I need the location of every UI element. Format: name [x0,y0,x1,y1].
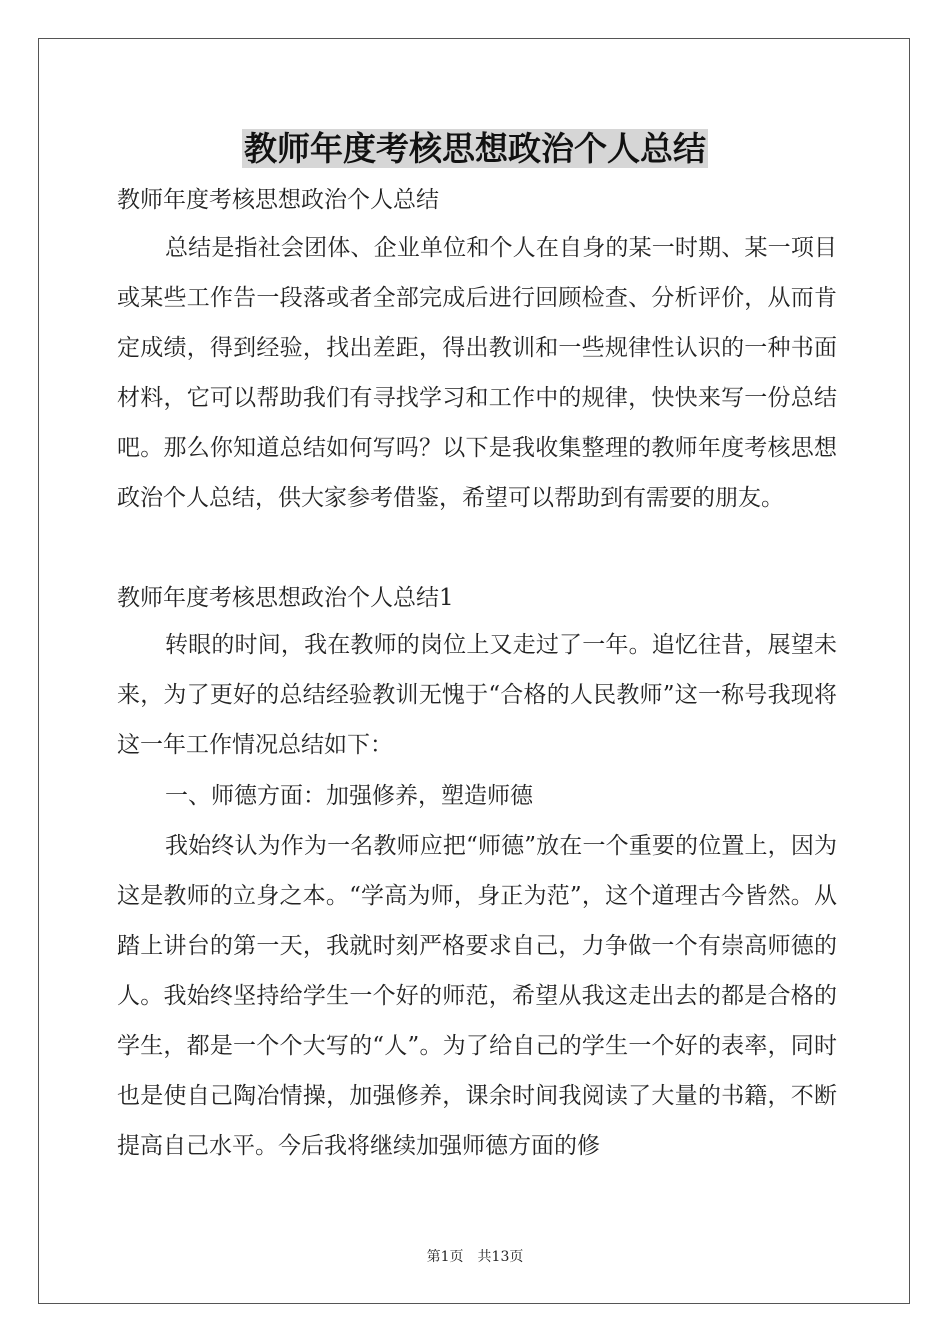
section-title: 教师年度考核思想政治个人总结1 [117,585,454,611]
paragraph-1: 转眼的时间，我在教师的岗位上又走过了一年。追忆往昔，展望未来，为了更好的总结经验教训无愧于“合格的人民教师”这一称号我现将这一年工作情况总结如下： [117,632,837,758]
document-subtitle: 教师年度考核思想政治个人总结 [117,187,439,213]
document-title-text: 教师年度考核思想政治个人总结 [244,129,706,168]
page-footer: 第1页 共13页 [426,1249,524,1265]
paragraph-2: 我始终认为作为一名教师应把“师德”放在一个重要的位置上，因为这是教师的立身之本。“学高为师，身正为范”，这个道理古今皆然。从踏上讲台的第一天，我就时刻严格要求自己，力争做一个有崇高师德的人。我始终坚持给学生一个好的师范，希望从我这走出去的都是合格的学生，都是一个个大写的“人”。为了给自己的学生一个好的表率，同时也是使自己陶冶情操，加强修养，课余时间我阅读了大量的书籍，不断提高自己水平。今后我将继续加强师德方面的修 [117,833,837,1159]
heading-1: 一、师德方面：加强修养，塑造师德 [165,783,533,809]
intro-paragraph: 总结是指社会团体、企业单位和个人在自身的某一时期、某一项目或某些工作告一段落或者全部完成后进行回顾检查、分析评价，从而肯定成绩，得到经验，找出差距，得出教训和一些规律性认识的一种书面材料，它可以帮助我们有寻找学习和工作中的规律，快快来写一份总结吧。那么你知道总结如何写吗？以下是我收集整理的教师年度考核思想政治个人总结，供大家参考借鉴，希望可以帮助到有需要的朋友。 [117,235,837,511]
document-title [0,127,950,171]
